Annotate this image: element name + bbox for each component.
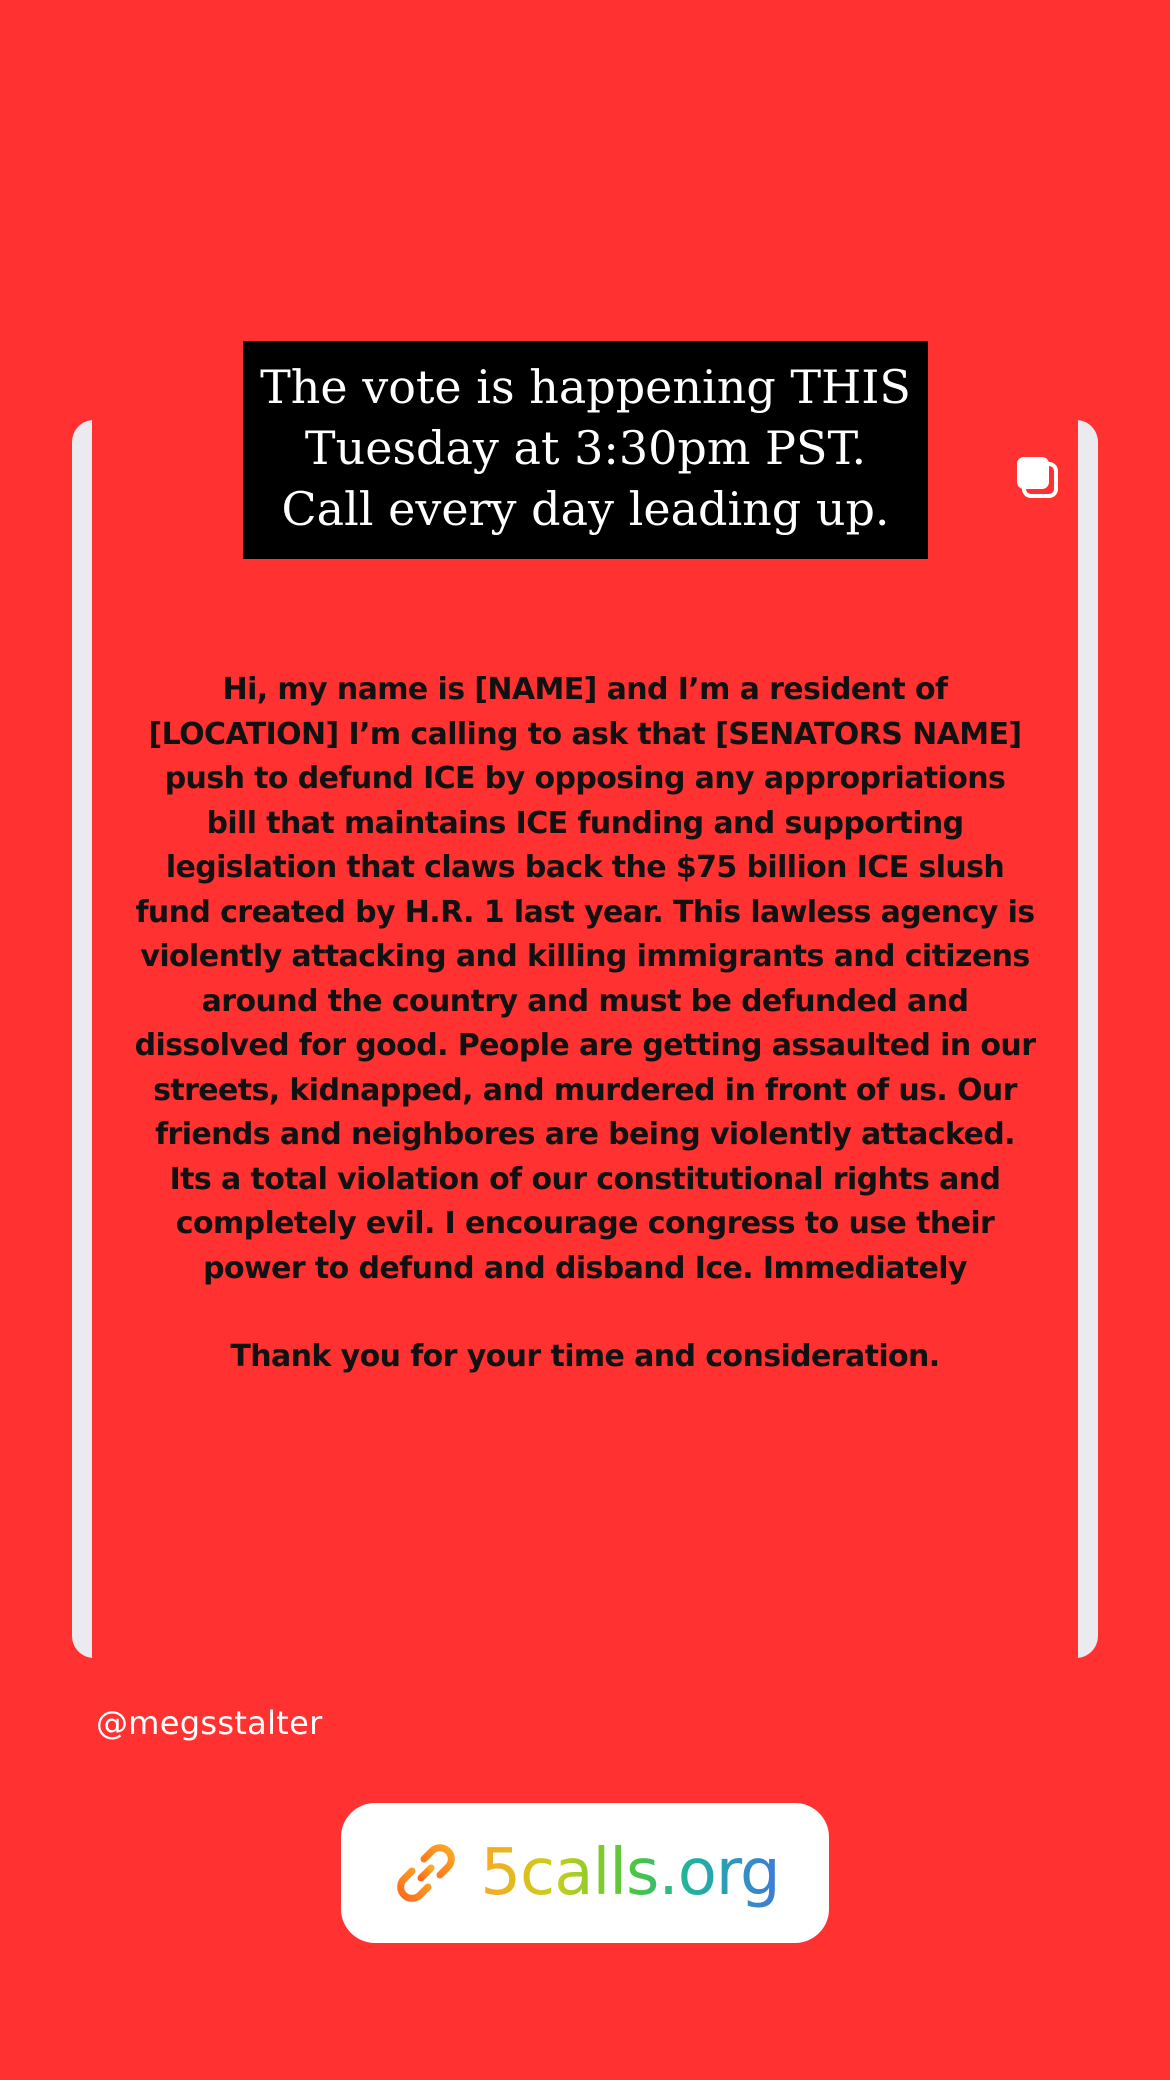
call-script-text [110,668,1060,1380]
script-line: violently attacking and killing immigrants and citizens [140,939,1030,974]
banner-line-3: Call every day leading up. [281,482,890,536]
script-closing: Thank you for your time and consideration. [230,1339,940,1374]
banner-line-2: Tuesday at 3:30pm PST. [304,421,867,475]
script-line: dissolved for good. People are getting assaulted in our [134,1028,1036,1063]
repost-icon[interactable] [1012,452,1062,502]
script-line: bill that maintains ICE funding and supporting [206,805,964,841]
link-sticker[interactable] [341,1803,829,1943]
script-line: fund created by H.R. 1 last year. This lawless agency is [135,894,1035,930]
script-line: push to defund ICE by opposing any appropriations [164,761,1006,796]
script-line: Its a total violation of our constitutional rights and [169,1161,1001,1197]
link-icon [390,1837,462,1909]
script-line: Hi, my name is [NAME] and I’m a resident of [222,672,948,707]
script-line: legislation that claws back the $75 billion ICE slush [165,850,1005,885]
script-line: [LOCATION] I’m calling to ask that [SENATORS NAME] [148,716,1022,752]
script-line: friends and neighbores are being violently attacked. [155,1117,1015,1152]
author-handle[interactable]: @megsstalter [96,1704,323,1742]
script-line: completely evil. I encourage congress to use their [175,1206,995,1241]
paragraph-gap [110,1291,1060,1335]
script-line: streets, kidnapped, and murdered in front of us. Our [153,1072,1017,1108]
script-line: around the country and must be defunded and [201,983,969,1019]
link-label: 5calls.org [480,1836,780,1910]
banner-line-1: The vote is happening THIS [260,360,911,414]
script-line: power to defund and disband Ice. Immediately [203,1250,967,1286]
vote-banner [243,341,928,559]
